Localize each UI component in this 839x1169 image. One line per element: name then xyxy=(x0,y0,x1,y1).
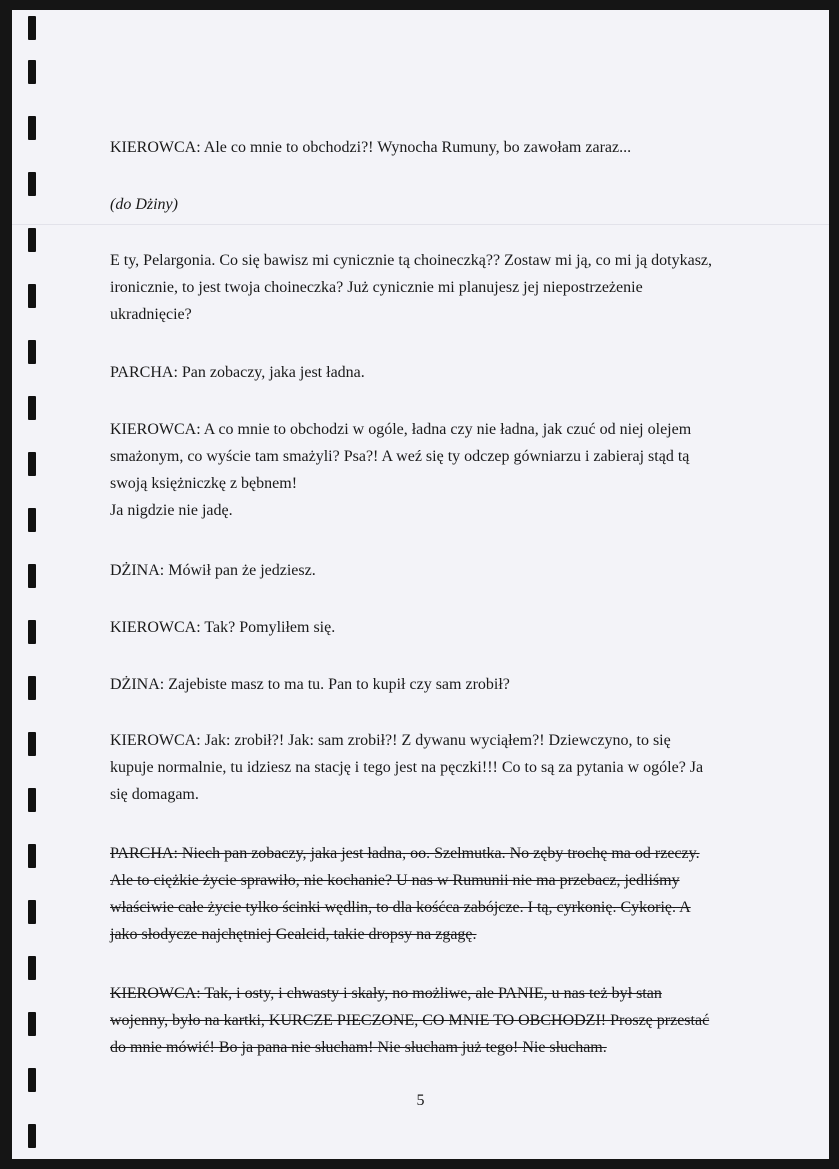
text-line: (do Dżiny) xyxy=(110,196,178,213)
text-line: smażonym, co wyście tam smażyli? Psa?! A weź się ty odczep gówniarzu i zabieraj stąd tą xyxy=(110,448,690,465)
binding-hole xyxy=(28,620,36,644)
text-line: się domagam. xyxy=(110,786,199,803)
binding-hole xyxy=(28,172,36,196)
text-line: KIEROWCA: A co mnie to obchodzi w ogóle, ładna czy nie ładna, jak czuć od niej olejem xyxy=(110,421,692,438)
text-line: do mnie mówić! Bo ja pana nie słucham! Nie słucham już tego! Nie słucham. xyxy=(110,1039,607,1056)
binding-hole xyxy=(28,396,36,420)
dialogue-block xyxy=(110,727,750,808)
binding-hole xyxy=(28,60,36,84)
binding-hole xyxy=(28,1068,36,1092)
binding-hole xyxy=(28,452,36,476)
text-line: właściwie całe życie tylko ścinki wędlin, to dla kośćca zabójcze. I tą, cyrkonię. Cykorię. A xyxy=(110,899,691,916)
binding-hole xyxy=(28,16,36,40)
text-line: PARCHA: Pan zobaczy, jaka jest ładna. xyxy=(110,364,365,381)
dialogue-block xyxy=(110,614,750,641)
text-line: PARCHA: Niech pan zobaczy, jaka jest ładna, oo. Szelmutka. No zęby trochę ma od rzeczy. xyxy=(110,845,700,862)
page-number: 5 xyxy=(416,1092,425,1109)
text-line: kupuje normalnie, tu idziesz na stację i tego jest na pęczki!!! Co to są za pytania w ogóle? Ja xyxy=(110,759,704,776)
struck-dialogue-block xyxy=(110,840,750,948)
text-line: DŻINA: Zajebiste masz to ma tu. Pan to kupił czy sam zrobił? xyxy=(110,676,510,693)
binding-hole xyxy=(28,228,36,252)
dialogue-block xyxy=(110,247,750,328)
binding-hole xyxy=(28,508,36,532)
text-line: jako słodycze najchętniej Gealcid, takie dropsy na zgagę. xyxy=(110,926,477,943)
dialogue-block xyxy=(110,416,750,524)
scan-fold-line xyxy=(12,224,829,225)
dialogue-block xyxy=(110,134,750,161)
stage-direction xyxy=(110,191,750,218)
struck-dialogue-block xyxy=(110,980,750,1061)
binding-hole xyxy=(28,788,36,812)
binding-hole xyxy=(28,676,36,700)
text-line: E ty, Pelargonia. Co się bawisz mi cynicznie tą choineczką?? Zostaw mi ją, co mi ją dotykasz, xyxy=(110,252,713,269)
text-line: KIEROWCA: Ale co mnie to obchodzi?! Wynocha Rumuny, bo zawołam zaraz... xyxy=(110,139,632,156)
binding-hole xyxy=(28,340,36,364)
text-line: Ja nigdzie nie jadę. xyxy=(110,502,233,519)
dialogue-block xyxy=(110,671,750,698)
binding-hole xyxy=(28,1124,36,1148)
text-line: ironicznie, to jest twoja choineczka? Już cynicznie mi planujesz jej niepostrzeżenie xyxy=(110,279,643,296)
binding-hole xyxy=(28,564,36,588)
text-line: ukradnięcie? xyxy=(110,306,192,323)
text-line: DŻINA: Mówił pan że jedziesz. xyxy=(110,562,316,579)
text-line: KIEROWCA: Tak? Pomyliłem się. xyxy=(110,619,336,636)
binding-hole xyxy=(28,844,36,868)
binding-hole xyxy=(28,900,36,924)
binding-hole xyxy=(28,956,36,980)
binding-hole xyxy=(28,284,36,308)
binding-hole xyxy=(28,732,36,756)
binding-hole xyxy=(28,116,36,140)
text-line: wojenny, było na kartki, KURCZE PIECZONE, CO MNIE TO OBCHODZI! Proszę przestać xyxy=(110,1012,710,1029)
dialogue-block xyxy=(110,359,750,386)
dialogue-block xyxy=(110,557,750,584)
text-line: Ale to ciężkie życie sprawiło, nie kochanie? U nas w Rumunii nie ma przebacz, jedliśmy xyxy=(110,872,680,889)
text-line: swoją księżniczkę z bębnem! xyxy=(110,475,298,492)
text-line: KIEROWCA: Jak: zrobił?! Jak: sam zrobił?! Z dywanu wyciąłem?! Dziewczyno, to się xyxy=(110,732,671,749)
binding-hole xyxy=(28,1012,36,1036)
document-page xyxy=(12,10,829,1159)
spiral-binding xyxy=(28,10,42,1159)
text-line: KIEROWCA: Tak, i osty, i chwasty i skały, no możliwe, ale PANIE, u nas też był stan xyxy=(110,985,662,1002)
